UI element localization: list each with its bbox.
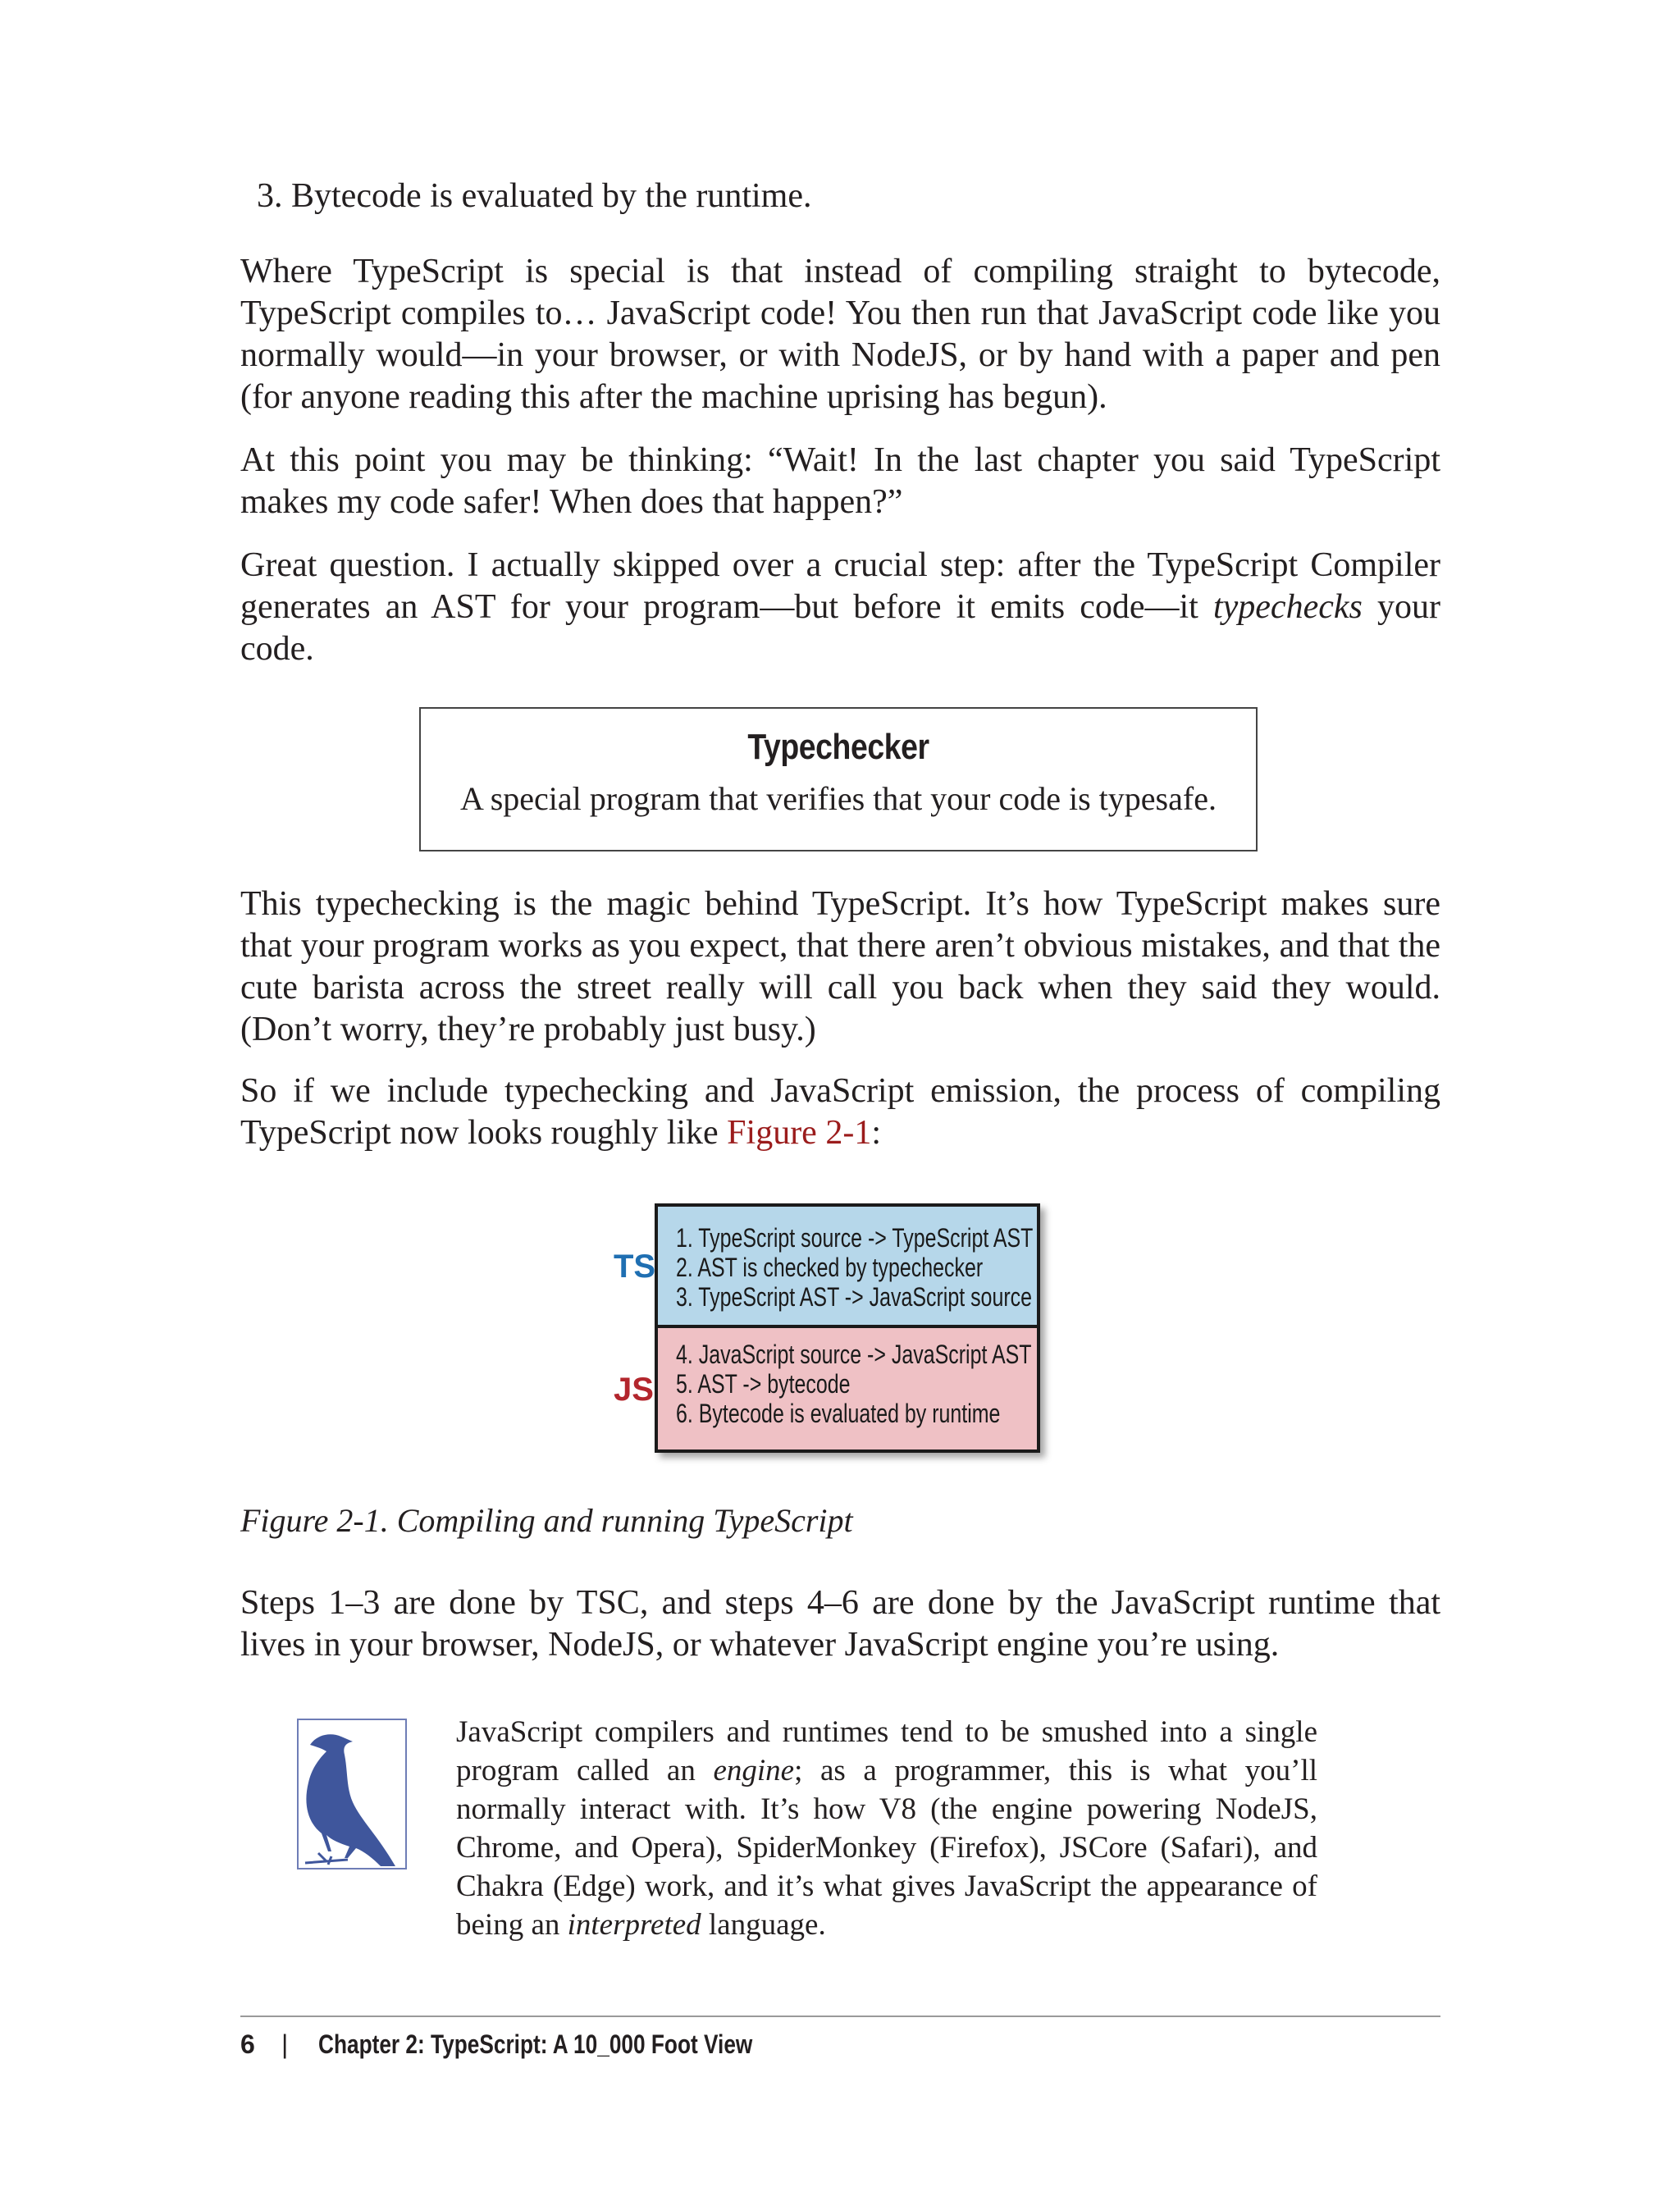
note-text-part: ; as a programmer, this is what you’ll normally interact with. It’s how V8 (the engine powering NodeJS, Chrome, and Opera), SpiderMonkey (Firefox), JSCore (Safari), and Chakra (Edge) work, and it’s what gives JavaScript the appearance of being an — [456, 1754, 1317, 1942]
paragraph-text: : — [871, 1114, 881, 1152]
paragraph: Steps 1–3 are done by TSC, and steps 4–6 are done by the JavaScript runtime that lives in your browser, NodeJS, or whatever JavaScript engine you’re using. — [240, 1584, 1440, 1664]
emphasis: engine — [713, 1754, 795, 1787]
footer-divider — [240, 2016, 1440, 2017]
figure-caption: Figure 2-1. Compiling and running TypeScript — [240, 1502, 853, 1539]
figure-link[interactable]: Figure 2-1 — [727, 1114, 872, 1152]
js-label: JS — [614, 1372, 654, 1408]
page-number: 6 — [240, 2029, 255, 2059]
paragraph-text: So if we include typechecking and JavaScript emission, the process of compiling TypeScript now looks roughly like — [240, 1072, 1440, 1152]
definition-title: Typechecker — [747, 727, 929, 767]
definition-box — [419, 707, 1258, 851]
paragraph — [240, 545, 1440, 670]
note-text — [456, 1713, 1317, 1944]
compilation-figure — [655, 1203, 1040, 1453]
note-text-part: language. — [701, 1908, 826, 1942]
emphasis: typechecks — [1212, 588, 1363, 626]
step-item: 6. Bytecode is evaluated by runtime — [676, 1399, 1001, 1428]
definition-text: A special program that verifies that your code is typesafe. — [460, 780, 1217, 817]
step-item: 1. TypeScript source -> TypeScript AST — [676, 1223, 1034, 1253]
paragraph: This typechecking is the magic behind TypeScript. It’s how TypeScript makes sure that your program works as you expect, that there aren’t obvious mistakes, and that the cute barista across the street really will call you back when they said they would. (Don’t worry, they’re probably just busy.) — [240, 885, 1440, 1048]
footer-separator: | — [281, 2029, 289, 2059]
step-item: 5. AST -> bytecode — [676, 1369, 851, 1399]
bird-icon — [297, 1719, 407, 1869]
paragraph-text: your code. — [240, 588, 1440, 668]
step-item: 2. AST is checked by typechecker — [676, 1253, 984, 1282]
note-text-part: JavaScript compilers and runtimes tend to be smushed into a single program called an — [456, 1715, 1317, 1787]
paragraph: At this point you may be thinking: “Wait! In the last chapter you said TypeScript makes my code safer! When does that happen?” — [240, 441, 1440, 521]
ts-label: TS — [614, 1249, 656, 1285]
paragraph: Where TypeScript is special is that instead of compiling straight to bytecode, TypeScript compiles to… JavaScript code! You then run that JavaScript code like you normally would—in your browser, or with NodeJS, or by hand with a paper and pen (for anyone reading this after the machine uprising has begun). — [240, 253, 1440, 416]
paragraph — [240, 1071, 1440, 1154]
js-steps-panel — [658, 1328, 1037, 1449]
ts-steps-panel — [658, 1207, 1037, 1328]
step-item: 3. TypeScript AST -> JavaScript source — [676, 1282, 1032, 1312]
list-item: 3. Bytecode is evaluated by the runtime. — [257, 177, 812, 215]
emphasis: interpreted — [567, 1908, 701, 1942]
chapter-title: Chapter 2: TypeScript: A 10_000 Foot View — [318, 2029, 753, 2059]
step-item: 4. JavaScript source -> JavaScript AST — [676, 1340, 1032, 1369]
paragraph-text: Great question. I actually skipped over a crucial step: after the TypeScript Compiler generates an AST for your program—but before it emits code—it — [240, 546, 1440, 626]
